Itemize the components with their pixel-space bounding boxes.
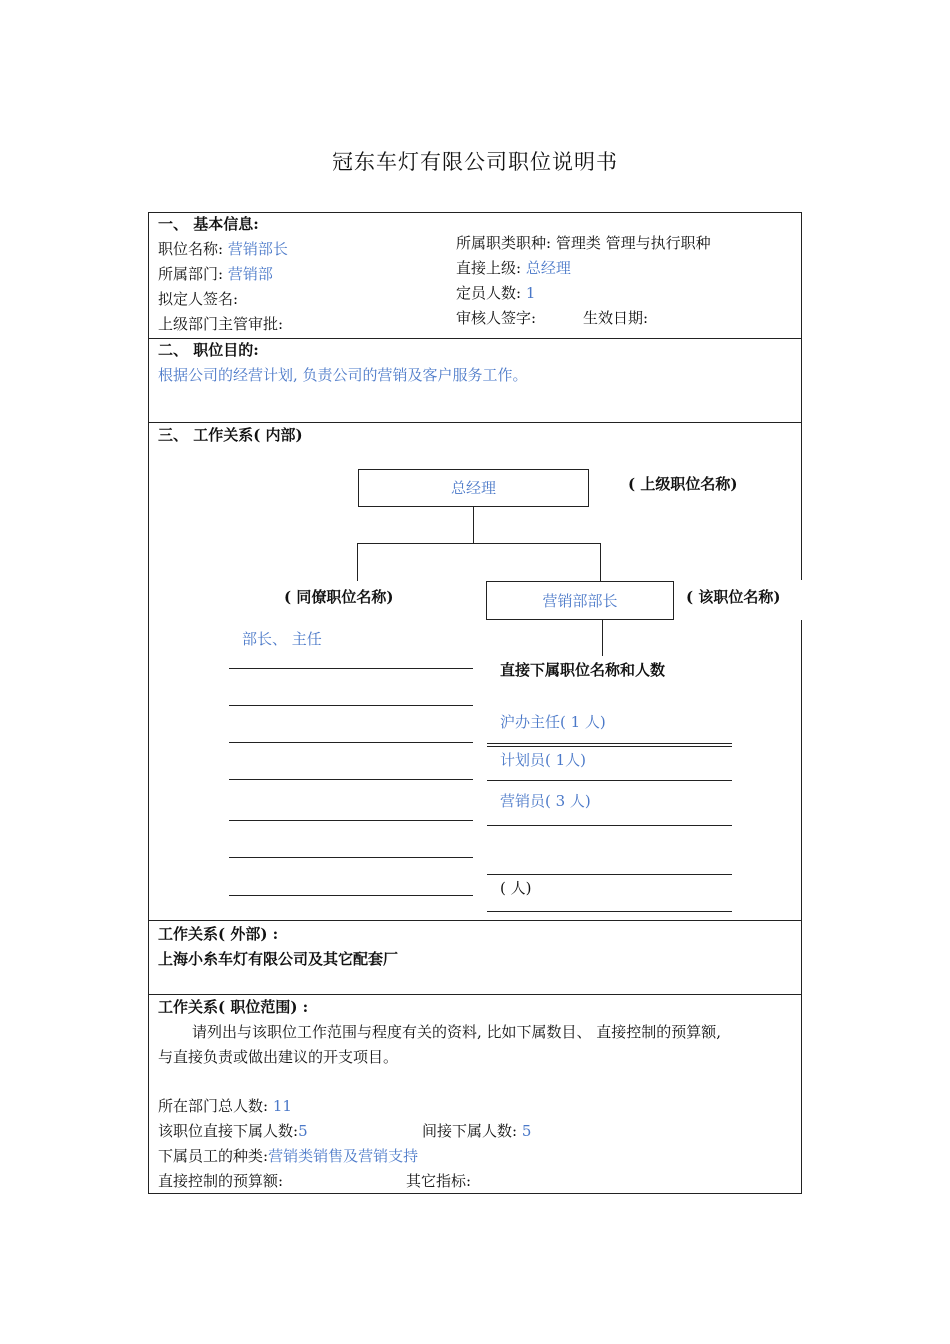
other-indicators-label: 其它指标: — [406, 1172, 472, 1190]
budget-label: 直接控制的预算额: — [158, 1172, 284, 1190]
peer-line — [229, 895, 473, 896]
org-connector — [600, 543, 601, 581]
blank-subordinate-item: ( 人) — [500, 879, 532, 897]
indirect-subordinates-label: 间接下属人数: — [422, 1122, 518, 1140]
subordinate-line — [487, 743, 732, 744]
divider — [148, 338, 802, 339]
department-label: 所属部门: — [158, 265, 224, 283]
frame-edge — [801, 620, 802, 920]
superior-position-box: 总经理 — [358, 469, 589, 507]
headcount-row — [456, 286, 535, 301]
form-frame — [148, 212, 802, 1194]
subordinates-heading: 直接下属职位名称和人数 — [500, 661, 666, 679]
peer-positions: 部长、 主任 — [242, 630, 322, 648]
scope-instruction: 与直接负责或做出建议的开支项目。 — [158, 1048, 399, 1066]
org-connector — [357, 543, 601, 544]
divider — [148, 994, 802, 995]
subordinate-item: 计划员( 1人) — [500, 751, 587, 769]
purpose-text: 根据公司的经营计划, 负责公司的营销及客户服务工作。 — [158, 366, 528, 384]
dept-total-row — [158, 1099, 292, 1114]
category-value: 管理类 管理与执行职种 — [555, 234, 711, 252]
peer-line — [229, 742, 473, 743]
section-internal-relations-heading: 三、 工作关系( 内部) — [158, 426, 303, 444]
effective-date-label: 生效日期: — [583, 309, 649, 327]
scope-heading: 工作关系( 职位范围) : — [158, 998, 309, 1016]
staff-type-value: 营销类销售及营销支持 — [268, 1147, 419, 1165]
divider — [148, 920, 802, 921]
frame-gap — [785, 580, 805, 620]
subordinate-item: 营销员( 3 人) — [500, 792, 591, 810]
subordinate-item: 沪办主任( 1 人) — [500, 713, 606, 731]
indirect-subordinates-value: 5 — [521, 1122, 532, 1140]
department-value: 营销部 — [227, 265, 273, 283]
direct-subordinates-value: 5 — [298, 1122, 308, 1140]
dept-total-value: 11 — [272, 1097, 292, 1115]
subordinate-line — [487, 911, 732, 912]
subordinate-line — [487, 780, 732, 781]
org-connector — [473, 507, 474, 544]
headcount-label: 定员人数: — [456, 284, 522, 302]
category-row — [456, 236, 711, 251]
approver-label: 上级部门主管审批: — [158, 315, 284, 333]
category-label: 所属职类职种: — [456, 234, 552, 252]
direct-subordinates-label: 该职位直接下属人数: — [158, 1122, 299, 1140]
peer-line — [229, 820, 473, 821]
indirect-subordinates-row — [422, 1124, 531, 1139]
page-title: 冠东车灯有限公司职位说明书 — [332, 150, 618, 174]
external-relations-heading: 工作关系( 外部) : — [158, 925, 279, 943]
external-relations-content: 上海小糸车灯有限公司及其它配套厂 — [158, 950, 399, 968]
this-position-note: ( 该职位名称) — [686, 588, 781, 606]
superior-label: 直接上级: — [456, 259, 522, 277]
department-row — [158, 267, 273, 282]
job-title-row — [158, 242, 288, 257]
job-title-value: 营销部长 — [227, 240, 288, 258]
reviewer-signature-label: 审核人签字: — [456, 309, 537, 327]
superior-position-note: ( 上级职位名称) — [628, 475, 738, 493]
superior-value: 总经理 — [525, 259, 571, 277]
direct-subordinates-row — [158, 1124, 308, 1139]
subordinate-line — [487, 874, 732, 875]
org-connector — [602, 620, 603, 656]
staff-type-row — [158, 1149, 418, 1164]
peer-position-note: ( 同僚职位名称) — [284, 588, 394, 606]
headcount-value: 1 — [525, 284, 536, 302]
peer-line — [229, 857, 473, 858]
section-purpose-heading: 二、 职位目的: — [158, 341, 259, 359]
org-connector — [357, 543, 358, 581]
peer-line — [229, 705, 473, 706]
divider — [148, 422, 802, 423]
subordinate-line — [487, 825, 732, 826]
staff-type-label: 下属员工的种类: — [158, 1147, 269, 1165]
dept-total-label: 所在部门总人数: — [158, 1097, 269, 1115]
peer-line — [229, 668, 473, 669]
scope-instruction: 请列出与该职位工作范围与程度有关的资料, 比如下属数目、 直接控制的预算额, — [192, 1023, 722, 1041]
drafter-signature-label: 拟定人签名: — [158, 290, 239, 308]
this-position-box: 营销部部长 — [486, 581, 674, 620]
subordinate-line — [487, 746, 732, 747]
job-title-label: 职位名称: — [158, 240, 224, 258]
section-basic-info-heading: 一、 基本信息: — [158, 215, 259, 233]
superior-row — [456, 261, 571, 276]
peer-line — [229, 779, 473, 780]
